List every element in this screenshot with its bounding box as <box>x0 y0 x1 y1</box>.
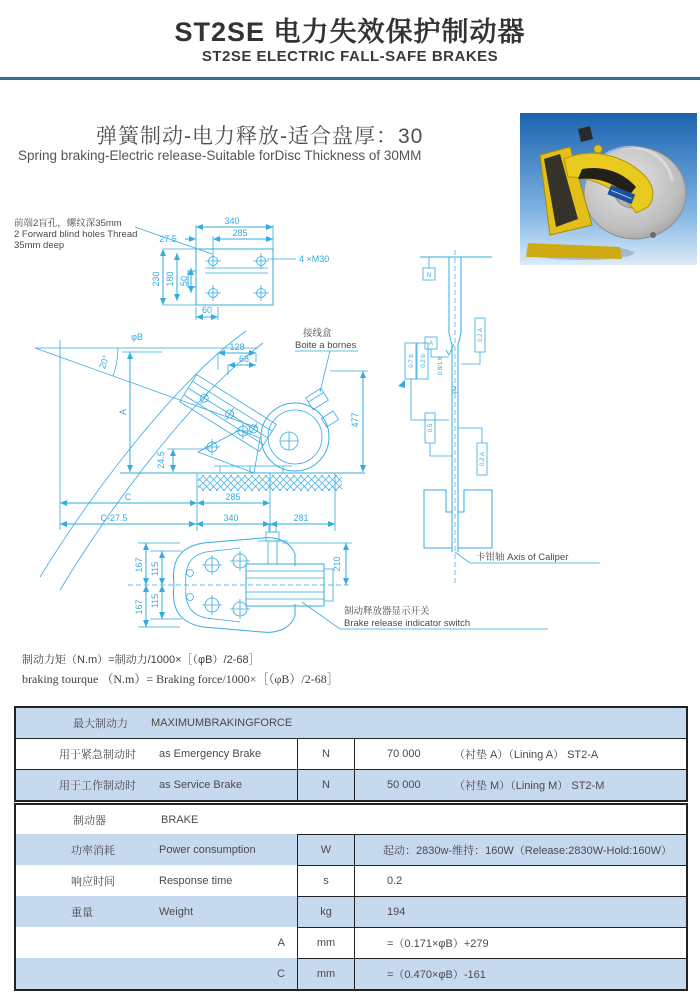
table-row <box>16 927 686 958</box>
unit-cell: W <box>297 834 355 865</box>
header-label-en: BRAKE <box>161 813 199 826</box>
spring-pack <box>180 375 277 452</box>
support-block-left <box>424 490 452 548</box>
dim-477-label: 477 <box>350 412 360 428</box>
torque-formula-en: braking tourque （N.m）= Braking force/1000×［（φB）/2-68］ <box>22 672 339 686</box>
unit-cell: kg <box>297 896 355 927</box>
bolt-spec-label: 4 ×M30 <box>299 254 330 264</box>
value-cell: 0.2 <box>387 875 403 887</box>
unit-cell: mm <box>297 927 355 958</box>
dim-285b-label: 285 <box>225 492 241 502</box>
header-label-cn: 制动器 <box>73 814 106 827</box>
roughness-label: 0.8/1.6 <box>438 356 444 376</box>
table-max-braking-force <box>14 706 688 802</box>
junction-label-fr: Boite a bornes <box>295 340 357 351</box>
plate-callout-en2: 35mm deep <box>14 240 65 251</box>
technical-drawings <box>0 205 700 653</box>
dim-230-label: 230 <box>151 271 161 287</box>
plate-callout-cn: 前端2盲孔，螺纹深35mm <box>14 218 122 229</box>
dim-24-5-label: 24.5 <box>156 451 166 469</box>
unit-cell: s <box>297 865 355 896</box>
row-label-en: as Service Brake <box>159 779 243 791</box>
shaft-diameter-mark: φU <box>452 385 458 395</box>
table-row <box>16 805 686 834</box>
header-label-en: MAXIMUMBRAKINGFORCE <box>151 717 293 729</box>
tolerance-frame-1: 0.7 b <box>409 354 415 368</box>
table-row <box>16 738 686 769</box>
value-cell: =（0.171×φB）+279 <box>387 938 489 950</box>
value-cell: 194 <box>387 906 406 918</box>
row-label-en: Weight <box>159 905 194 918</box>
tolerance-frame-mid: 0.5 <box>428 423 434 433</box>
intro-heading-cn: 弹簧制动-电力释放-适合盘厚：30 <box>96 125 424 148</box>
row-label-cn: 用于紧急制动时 <box>59 749 136 761</box>
dim-68-label: 68 <box>238 354 250 364</box>
dim-180-label: 180 <box>165 271 175 287</box>
table-row <box>16 769 686 800</box>
dim-128-label: 128 <box>229 342 245 352</box>
page-title: ST2SE 电力失效保护制动器 <box>174 17 526 47</box>
unit-cell: mm <box>297 958 355 989</box>
torque-formula-cn: 制动力矩（N.m）=制动力/1000×［（φB）/2-68］ <box>22 654 260 666</box>
mounting-plate-outline <box>196 249 273 305</box>
table-row <box>16 958 686 989</box>
dim-60-label: 60 <box>201 305 213 315</box>
row-label-cn: 重量 <box>71 906 93 919</box>
table-row <box>16 896 686 927</box>
dim-167-bottom: 167 <box>134 599 144 615</box>
value-cell: =（0.470×φB）-161 <box>387 969 486 981</box>
page-subtitle: ST2SE ELECTRIC FALL-SAFE BRAKES <box>201 48 499 65</box>
dim-115-bottom: 115 <box>150 593 160 609</box>
dim-340-label: 340 <box>224 216 240 226</box>
row-label-c: C <box>277 967 285 980</box>
row-label-cn: 响应时间 <box>71 875 115 888</box>
value-cell: 70 000 <box>387 748 421 760</box>
row-label-en: as Emergency Brake <box>159 748 262 760</box>
thruster-circle <box>261 403 329 471</box>
dim-115-top: 115 <box>150 561 160 577</box>
value-cell: 50 000 <box>387 779 421 791</box>
angle-20-label: 20° <box>97 353 112 371</box>
row-label-cn: 用于工作制动时 <box>59 780 136 792</box>
tolerance-frame-bot: 0.2 A <box>480 452 486 466</box>
tolerance-frame-2: 0.2 b <box>421 354 427 368</box>
table-row <box>16 708 686 738</box>
tolerance-frame-top: 0.2 A <box>478 328 484 342</box>
table-brake-specs <box>14 803 688 991</box>
dim-281-label: 281 <box>293 513 309 523</box>
support-block-right <box>458 490 492 548</box>
note-cell: （衬垫 A）（Lining A） ST2-A <box>454 749 599 761</box>
unit-cell: N <box>297 770 355 800</box>
dim-c275-label: C-27.5 <box>100 513 128 523</box>
dim-a-label: A <box>118 408 128 416</box>
phi-b-label: φB <box>131 332 143 342</box>
dim-167-top: 167 <box>134 557 144 573</box>
dim-285-label: 285 <box>232 228 248 238</box>
plate-callout-en1: 2 Forward blind holes Thread <box>14 229 138 240</box>
dim-210-label: 210 <box>332 556 342 572</box>
row-label-en: Power consumption <box>159 843 256 856</box>
row-label-a: A <box>277 936 285 949</box>
header-label-cn: 最大制动力 <box>73 718 128 730</box>
unit-cell: N <box>297 739 355 769</box>
hanger-symbol: N <box>426 273 432 279</box>
switch-label-en: Brake release indicator switch <box>344 618 471 629</box>
row-label-cn: 功率消耗 <box>71 844 115 857</box>
top-view-drawing <box>128 525 548 632</box>
table-row <box>16 865 686 896</box>
junction-label-cn: 接线盒 <box>303 328 332 339</box>
row-label-en: Response time <box>159 874 233 887</box>
mounting-plate-drawing <box>14 216 329 320</box>
axis-drawing <box>398 250 600 583</box>
dim-27-5-label: 27.5 <box>159 234 177 244</box>
header-divider <box>0 77 700 80</box>
dim-c-label: C <box>124 492 132 502</box>
dim-50-label: 50 <box>179 275 189 287</box>
dim-340b-label: 340 <box>223 513 239 523</box>
side-view-drawing <box>35 327 368 590</box>
axis-of-caliper-label: 卡钳轴 Axis of Caliper <box>476 552 569 563</box>
datum-a-box: A <box>428 341 434 347</box>
intro-heading-en: Spring braking-Electric release-Suitable forDisc Thickness of 30MM <box>18 148 422 163</box>
note-cell: （衬垫 M）（Lining M） ST2-M <box>454 780 605 792</box>
switch-label-cn: 制动释放器显示开关 <box>344 606 430 617</box>
table-row <box>16 834 686 865</box>
value-cell: 起动：2830w-维持：160W（Release:2830W-Hold:160W） <box>383 845 672 857</box>
